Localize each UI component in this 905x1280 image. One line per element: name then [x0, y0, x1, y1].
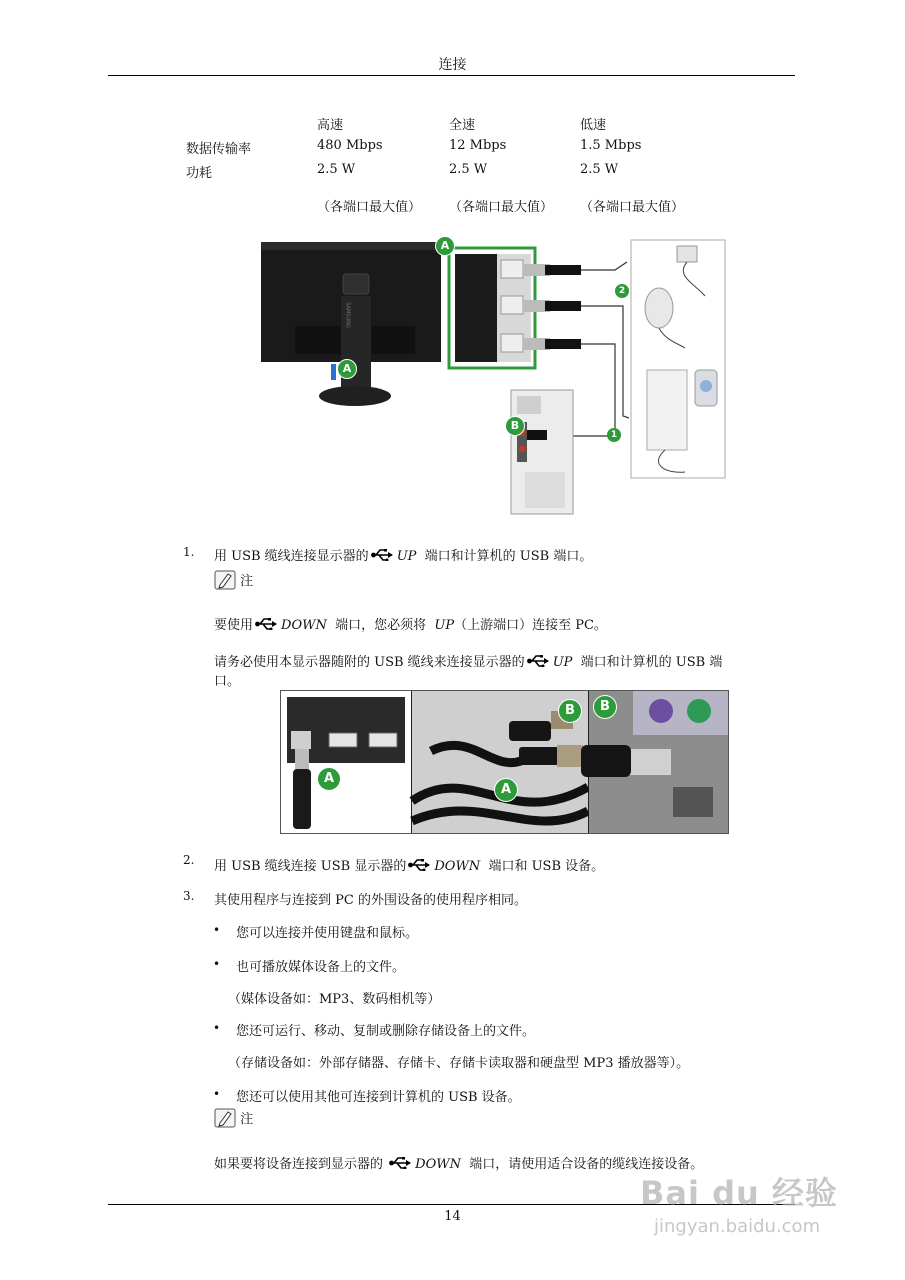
table-cell: 2.5 W	[317, 162, 356, 177]
note-text: （上游端口）连接至 PC。	[454, 618, 607, 633]
table-cell: 1.5 Mbps	[580, 138, 642, 153]
step-number: 1.	[183, 545, 195, 559]
usb-icon	[408, 859, 430, 871]
cable-photos-art	[281, 691, 728, 833]
step-number: 2.	[183, 853, 195, 867]
badge-b-cable-photo: B	[558, 699, 582, 723]
monitor-brand: SAMSUNG	[344, 302, 351, 328]
port-label: DOWN	[434, 859, 481, 874]
note-2-text	[214, 1153, 703, 1172]
table-header-low: 低速	[580, 118, 607, 133]
badge-b-pc-photo: B	[593, 695, 617, 719]
badge-a-cable-photo: A	[494, 778, 518, 802]
list-item: 也可播放媒体设备上的文件。	[236, 960, 406, 975]
baidu-watermark-url: jingyan.baidu.com	[654, 1216, 821, 1237]
note-text: 如果要将设备连接到显示器的	[214, 1157, 384, 1172]
bullet-icon: •	[213, 1087, 221, 1101]
step-text: 用 USB 缆线连接显示器的	[214, 549, 369, 564]
table-cell: 数据传输率	[186, 142, 252, 157]
step-text: 端口和 USB 设备。	[488, 859, 605, 874]
port-label: UP	[552, 655, 573, 670]
note-1-text	[214, 614, 607, 633]
media-example-note: （媒体设备如：MP3、数码相机等）	[228, 992, 441, 1007]
table-row	[186, 162, 710, 186]
badge-a-monitor-top: A	[435, 236, 455, 256]
connection-diagram	[255, 236, 730, 518]
port-label: DOWN	[281, 618, 327, 633]
table-row	[186, 138, 710, 162]
table-cell	[186, 114, 317, 138]
step-number: 3.	[183, 889, 195, 903]
step-2-text	[214, 855, 604, 874]
badge-a-monitor-port: A	[337, 359, 357, 379]
table-header-full: 全速	[449, 118, 476, 133]
step-text: 用 USB 缆线连接 USB 显示器的	[214, 859, 407, 874]
step-text: 端口和计算机的 USB 端口。	[424, 549, 593, 564]
usb-icon	[371, 549, 393, 561]
connection-diagram-art	[255, 236, 730, 518]
table-cell: （各端口最大值）	[449, 200, 554, 215]
baidu-watermark-logo: Bai du 经验	[640, 1174, 838, 1212]
table-cell: 480 Mbps	[317, 138, 383, 153]
table-cell	[186, 186, 317, 220]
note-1b-text	[214, 653, 799, 691]
table-cell: 功耗	[186, 166, 213, 181]
list-item: 您可以连接并使用键盘和鼠标。	[236, 926, 419, 941]
page-header: 连接	[438, 57, 467, 73]
header-rule	[108, 75, 795, 76]
step-1-text	[214, 545, 592, 564]
note-text: 请务必使用本显示器随附的 USB 缆线来连接显示器的	[214, 655, 525, 670]
usb-icon	[255, 618, 277, 630]
marker-2: 2	[615, 284, 629, 298]
step-3-text: 其使用程序与连接到 PC 的外围设备的使用程序相同。	[214, 893, 527, 908]
marker-1: 1	[607, 428, 621, 442]
usb-spec-table	[186, 114, 710, 220]
bullet-icon: •	[213, 957, 221, 971]
note-label: 注	[240, 1112, 254, 1127]
table-cell: （各端口最大值）	[580, 200, 685, 215]
bullet-icon: •	[213, 923, 221, 937]
port-label: DOWN	[415, 1157, 461, 1172]
port-label: UP	[396, 549, 417, 564]
badge-a-port-photo: A	[317, 767, 341, 791]
table-cell: 12 Mbps	[449, 138, 507, 153]
note-text: 端口，您必须将	[335, 618, 427, 633]
usb-icon	[527, 655, 549, 667]
note-1-heading	[214, 570, 253, 590]
list-item: 您还可以使用其他可连接到计算机的 USB 设备。	[236, 1090, 521, 1105]
list-item: 您还可运行、移动、复制或删除存储设备上的文件。	[236, 1024, 536, 1039]
page-number: 14	[444, 1209, 461, 1224]
badge-b-pc: B	[505, 416, 525, 436]
cable-photos	[280, 690, 729, 834]
table-cell: 2.5 W	[449, 162, 488, 177]
note-text: 口。	[214, 674, 241, 689]
table-cell: 2.5 W	[580, 162, 619, 177]
note-2-heading	[214, 1108, 253, 1128]
table-row	[186, 186, 710, 220]
table-header-high: 高速	[317, 118, 344, 133]
bullet-icon: •	[213, 1021, 221, 1035]
note-text: 端口，请使用适合设备的缆线连接设备。	[469, 1157, 704, 1172]
note-icon	[214, 570, 236, 590]
table-header-row	[186, 114, 710, 138]
note-label: 注	[240, 574, 254, 589]
table-cell: （各端口最大值）	[317, 200, 422, 215]
note-icon	[214, 1108, 236, 1128]
note-text: 要使用	[214, 618, 254, 633]
note-text: 端口和计算机的 USB 端	[580, 655, 723, 670]
storage-example-note: （存储设备如：外部存储器、存储卡、存储卡读取器和硬盘型 MP3 播放器等）。	[228, 1056, 690, 1071]
port-label: UP	[434, 618, 455, 633]
usb-icon	[389, 1157, 411, 1169]
